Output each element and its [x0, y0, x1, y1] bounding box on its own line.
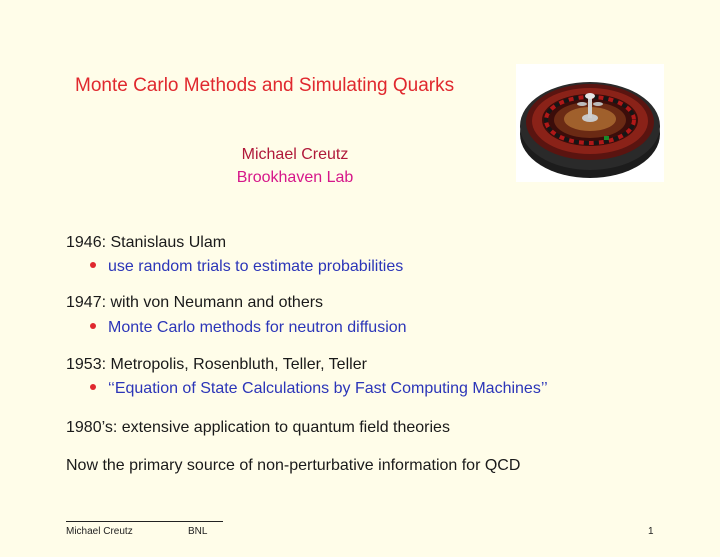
subpoint-1946	[90, 258, 403, 276]
bullet-icon	[90, 384, 96, 390]
subpoint-text: Monte Carlo methods for neutron diffusion	[108, 319, 407, 336]
subpoint-1947	[90, 319, 407, 337]
page-number: 1	[648, 526, 654, 537]
subpoint-text: use random trials to estimate probabilities	[108, 258, 404, 275]
subpoint-1953	[90, 380, 548, 398]
footer-rule	[66, 521, 223, 522]
entry-1953: 1953: Metropolis, Rosenbluth, Teller, Teller	[66, 356, 367, 373]
footer-institution: BNL	[188, 526, 208, 537]
entry-1980s: 1980’s: extensive application to quantum field theories	[66, 419, 450, 436]
slide-title: Monte Carlo Methods and Simulating Quarks	[75, 75, 455, 96]
bullet-icon	[90, 262, 96, 268]
author-name: Michael Creutz	[241, 146, 349, 163]
footer-author: Michael Creutz	[66, 526, 133, 537]
roulette-wheel-icon	[516, 64, 664, 182]
subpoint-text: ‘‘Equation of State Calculations by Fast Computing Machines’’	[108, 380, 548, 397]
entry-qcd: Now the primary source of non-perturbative information for QCD	[66, 457, 521, 474]
entry-1946: 1946: Stanislaus Ulam	[66, 234, 227, 251]
bullet-icon	[90, 323, 96, 329]
author-affiliation: Brookhaven Lab	[236, 169, 354, 186]
entry-1947: 1947: with von Neumann and others	[66, 294, 324, 311]
